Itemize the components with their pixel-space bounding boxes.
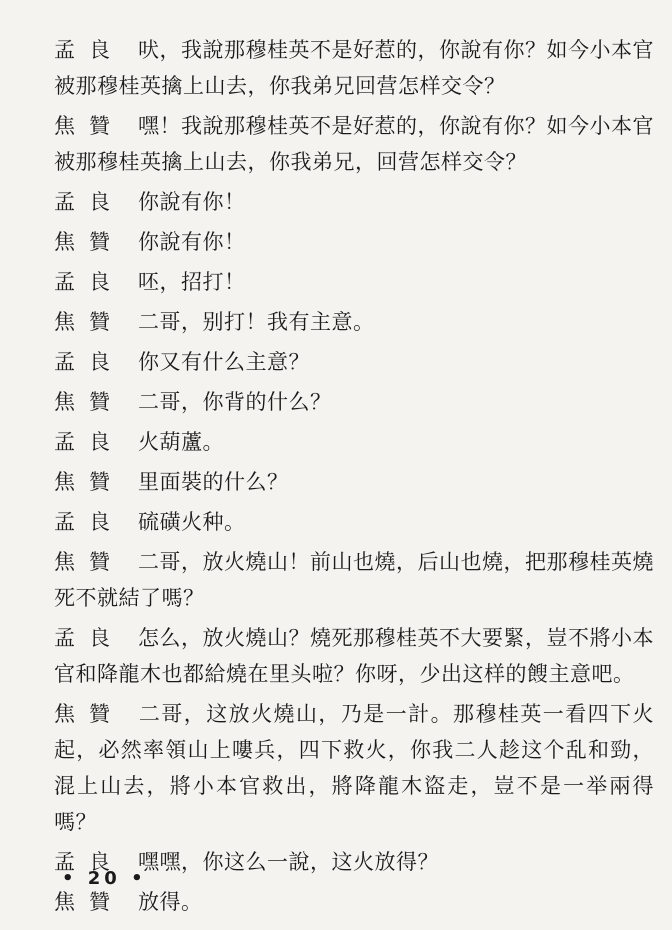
dialogue-line: [54, 424, 654, 460]
speaker-name: 焦贊: [54, 890, 124, 914]
speaker-name: 孟良: [54, 270, 124, 294]
speech-text: 你又有什么主意？: [138, 350, 310, 374]
speech-text: 嘿嘿，你这么一說，这火放得？: [138, 850, 439, 874]
speech-text: 怎么，放火燒山？燒死那穆桂英不大要緊，豈不將小本官和降龍木也都給燒在里头啦？你呀，少出这样的餿主意吧。: [54, 626, 654, 686]
speech-text: 你說有你！: [138, 230, 246, 254]
speaker-name: 孟良: [54, 850, 124, 874]
speech-text: 呸，招打！: [138, 270, 246, 294]
speaker-name: 孟良: [54, 510, 124, 534]
speech-text: 二哥，放火燒山！前山也燒，后山也燒，把那穆桂英燒死不就結了嗎？: [54, 550, 654, 610]
dialogue-line: [54, 264, 654, 300]
speaker-name: 焦贊: [54, 114, 124, 138]
dialogue-line: [54, 184, 654, 220]
speech-text: 二哥，你背的什么？: [138, 390, 332, 414]
speech-text: 二哥，别打！我有主意。: [138, 310, 375, 334]
speech-text: 二哥，这放火燒山，乃是一計。那穆桂英一看四下火起，必然率領山上嘍兵，四下救火，你我二人趁这个乱和勁，混上山去，將小本官救出，將降龍木盜走，豈不是一举兩得嗎？: [54, 702, 654, 834]
speaker-name: 孟良: [54, 190, 124, 214]
speech-text: 嘿！我說那穆桂英不是好惹的，你說有你？如今小本官被那穆桂英擒上山去，你我弟兄，回营怎样交令？: [54, 114, 654, 174]
dialogue-line: [54, 384, 654, 420]
speech-text: 硫磺火种。: [138, 510, 246, 534]
page-number: • 20 •: [62, 868, 147, 889]
speech-text: 放得。: [138, 890, 203, 914]
dialogue-line: [54, 224, 654, 260]
speech-text: 里面裝的什么？: [138, 470, 289, 494]
dialogue-line: [54, 544, 654, 616]
dialogue-line: [54, 696, 654, 840]
dialogue-line: [54, 32, 654, 104]
speaker-name: 焦贊: [54, 390, 124, 414]
speaker-name: 孟良: [54, 38, 124, 62]
dialogue-line: [54, 344, 654, 380]
speaker-name: 焦贊: [54, 550, 124, 574]
dialogue-list: [54, 32, 654, 924]
dialogue-line: [54, 504, 654, 540]
speaker-name: 焦贊: [54, 310, 124, 334]
speaker-name: 孟良: [54, 626, 124, 650]
speaker-name: 孟良: [54, 350, 124, 374]
dialogue-line: [54, 464, 654, 500]
dialogue-line: [54, 884, 654, 920]
dialogue-line: [54, 304, 654, 340]
speech-text: 你說有你！: [138, 190, 246, 214]
speech-text: 火葫蘆。: [138, 430, 224, 454]
speech-text: 吠，我說那穆桂英不是好惹的，你說有你？如今小本官被那穆桂英擒上山去，你我弟兄回营怎样交令？: [54, 38, 654, 98]
speaker-name: 焦贊: [54, 470, 124, 494]
speaker-name: 焦贊: [54, 702, 124, 726]
dialogue-line: [54, 108, 654, 180]
speaker-name: 孟良: [54, 430, 124, 454]
dialogue-line: [54, 620, 654, 692]
speaker-name: 焦贊: [54, 230, 124, 254]
